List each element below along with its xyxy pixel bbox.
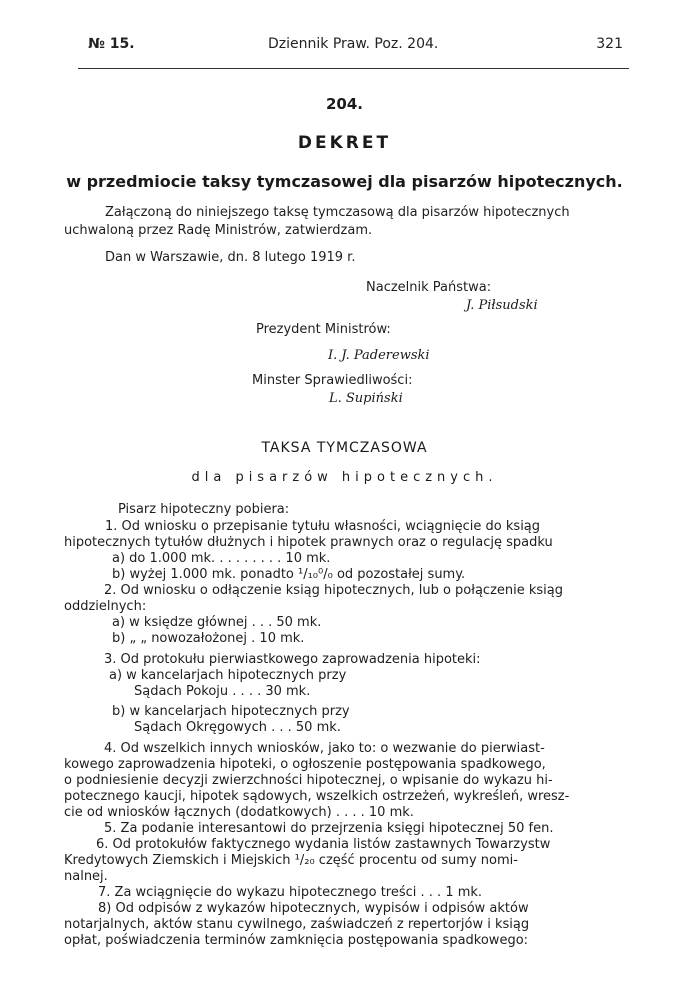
tariff-line: notarjalnych, aktów stanu cywilnego, zaświadczeń z repertorjów i ksiąg xyxy=(64,917,530,932)
intro-line-2: uchwaloną przez Radę Ministrów, zatwierdzam. xyxy=(64,223,373,238)
journal-reference: Dziennik Praw. Poz. 204. xyxy=(268,36,439,52)
prime-minister-title: Prezydent Ministrów: xyxy=(256,322,391,337)
head-of-state-title: Naczelnik Państwa: xyxy=(366,280,492,295)
justice-minister-signature: L. Supiński xyxy=(329,391,403,406)
tariff-line: 5. Za podanie interesantowi do przejrzenia księgi hipotecznej 50 fen. xyxy=(104,821,554,836)
decree-subtitle: w przedmiocie taksy tymczasowej dla pisarzów hipotecznych. xyxy=(66,172,623,191)
decree-title: DEKRET xyxy=(297,133,392,153)
intro-line-1: Załączoną do niniejszego taksę tymczasową dla pisarzów hipotecznych xyxy=(105,205,570,220)
tariff-line: 1. Od wniosku o przepisanie tytułu własności, wciągnięcie do ksiąg xyxy=(105,519,541,534)
tariff-line: b) „ „ nowozałożonej . 10 mk. xyxy=(112,631,305,646)
tariff-line: 8) Od odpisów z wykazów hipotecznych, wypisów i odpisów aktów xyxy=(98,901,529,916)
head-of-state-signature: J. Piłsudski xyxy=(466,298,538,313)
tariff-line: 4. Od wszelkich innych wniosków, jako to: o wezwanie do pierwiast- xyxy=(104,741,545,756)
header-rule xyxy=(78,68,629,69)
tariff-line: potecznego kaucji, hipotek sądowych, wszelkich ostrzeżeń, wykreśleń, wresz- xyxy=(64,789,570,804)
tariff-line: opłat, poświadczenia terminów zamknięcia postępowania spadkowego: xyxy=(64,933,529,948)
tariff-subtitle: dla pisarzów hipotecznych. xyxy=(191,470,498,485)
tariff-line: kowego zaprowadzenia hipoteki, o ogłoszenie postępowania spadkowego, xyxy=(64,757,546,772)
tariff-line: nalnej. xyxy=(64,869,108,884)
tariff-line: Sądach Okręgowych . . . 50 mk. xyxy=(134,720,341,735)
tariff-line: 3. Od protokułu pierwiastkowego zaprowadzenia hipoteki: xyxy=(104,652,481,667)
tariff-line: Kredytowych Ziemskich i Miejskich ¹/₂₀ część procentu od sumy nomi- xyxy=(64,853,518,868)
tariff-line: a) w kancelarjach hipotecznych przy xyxy=(109,668,347,683)
decree-number: 204. xyxy=(325,95,363,113)
tariff-line: b) wyżej 1.000 mk. ponadto ¹/₁₀⁰/₀ od pozostałej sumy. xyxy=(112,567,466,582)
tariff-line: a) w księdze głównej . . . 50 mk. xyxy=(112,615,322,630)
tariff-title: TAKSA TYMCZASOWA xyxy=(261,440,428,456)
tariff-line: cie od wniosków łącznych (dodatkowych) . . . . 10 mk. xyxy=(64,805,414,820)
tariff-line: 2. Od wniosku o odłączenie ksiąg hipotecznych, lub o połączenie ksiąg xyxy=(104,583,564,598)
decree-date: Dan w Warszawie, dn. 8 lutego 1919 r. xyxy=(105,250,356,265)
page-number: 321 xyxy=(596,36,623,52)
tariff-line: 6. Od protokułów faktycznego wydania listów zastawnych Towarzystw xyxy=(96,837,551,852)
prime-minister-signature: I. J. Paderewski xyxy=(328,348,430,363)
tariff-line: Pisarz hipoteczny pobiera: xyxy=(118,502,290,517)
page-header xyxy=(88,36,623,58)
tariff-line: hipotecznych tytułów dłużnych i hipotek prawnych oraz o regulację spadku xyxy=(64,535,553,550)
issue-number: № 15. xyxy=(88,36,135,52)
tariff-line: o podniesienie decyzji zwierzchności hipotecznej, o wpisanie do wykazu hi- xyxy=(64,773,553,788)
tariff-line: Sądach Pokoju . . . . 30 mk. xyxy=(134,684,311,699)
justice-minister-title: Minster Sprawiedliwości: xyxy=(252,373,413,388)
tariff-line: b) w kancelarjach hipotecznych przy xyxy=(112,704,350,719)
tariff-line: oddzielnych: xyxy=(64,599,147,614)
tariff-line: 7. Za wciągnięcie do wykazu hipotecznego treści . . . 1 mk. xyxy=(98,885,483,900)
tariff-line: a) do 1.000 mk. . . . . . . . . 10 mk. xyxy=(112,551,331,566)
